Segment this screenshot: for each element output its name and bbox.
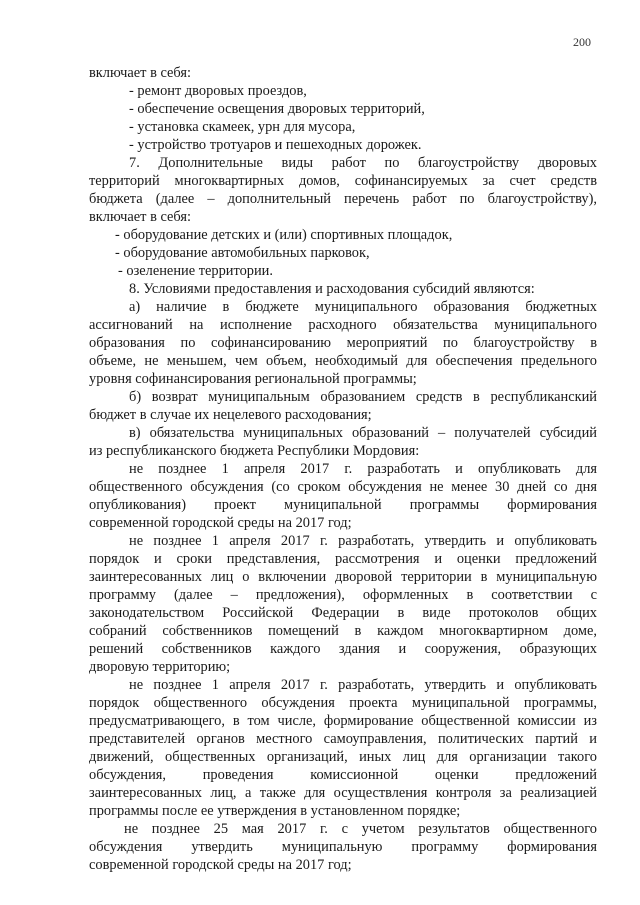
text-line: ассигнований на исполнение расходного обязательства муниципального [89, 317, 597, 333]
text-line: а) наличие в бюджете муниципального образования бюджетных [129, 299, 597, 315]
text-line: включает в себя: [89, 209, 191, 225]
text-line: общественного обсуждения (со сроком обсуждения не менее 30 дней со дня [89, 479, 597, 495]
text-line: обсуждения утвердить муниципальную программу формирования [89, 839, 597, 855]
text-line: программу (далее – предложения), оформленных в соответствии с [89, 587, 597, 603]
text-line: дворовую территорию; [89, 659, 231, 675]
text-line: - устройство тротуаров и пешеходных дорожек. [129, 137, 422, 153]
text-line: в) обязательства муниципальных образований – получателей субсидий [129, 425, 597, 441]
text-line: - оборудование автомобильных парковок, [115, 245, 370, 261]
text-line: не позднее 25 мая 2017 г. с учетом результатов общественного [124, 821, 597, 837]
text-line: обсуждения, проведения комиссионной оценки предложений [89, 767, 597, 783]
text-line: заинтересованных лиц, а также для осуществления контроля за реализацией [89, 785, 597, 801]
text-line: уровня софинансирования региональной программы; [89, 371, 417, 387]
text-line: территорий многоквартирных домов, софинансируемых за счет средств [89, 173, 597, 189]
text-line: современной городской среды на 2017 год; [89, 515, 352, 531]
text-line: законодательством Российской Федерации в виде протоколов общих [89, 605, 597, 621]
text-line: движений, общественных организаций, иных лиц для организации такого [89, 749, 597, 765]
text-line: опубликования) проект муниципальной программы формирования [89, 497, 597, 513]
text-line: образования по софинансированию мероприятий по благоустройству в [89, 335, 597, 351]
text-line: программы после ее утверждения в установленном порядке; [89, 803, 461, 819]
text-line: - обеспечение освещения дворовых территорий, [129, 101, 425, 117]
text-line: - ремонт дворовых проездов, [129, 83, 307, 99]
text-line: представителей органов местного самоуправления, политических партий и [89, 731, 597, 747]
text-line: не позднее 1 апреля 2017 г. разработать и опубликовать для [129, 461, 597, 477]
text-line: объеме, не меньшем, чем объем, необходимый для обеспечения предельного [89, 353, 597, 369]
text-line: заинтересованных лиц о включении дворовой территории в муниципальную [89, 569, 597, 585]
text-line: современной городской среды на 2017 год; [89, 857, 352, 873]
text-line: решений собственников каждого здания и сооружения, образующих [89, 641, 597, 657]
text-line: - озеленение территории. [118, 263, 273, 279]
text-line: не позднее 1 апреля 2017 г. разработать, утвердить и опубликовать [129, 677, 597, 693]
text-line: б) возврат муниципальным образованием средств в республиканский [129, 389, 597, 405]
text-line: 7. Дополнительные виды работ по благоустройству дворовых [129, 155, 597, 171]
text-line: не позднее 1 апреля 2017 г. разработать, утвердить и опубликовать [129, 533, 597, 549]
text-line: порядок общественного обсуждения проекта муниципальной программы, [89, 695, 597, 711]
text-line: включает в себя: [89, 65, 191, 81]
text-line: собраний собственников помещений в каждом многоквартирном доме, [89, 623, 597, 639]
text-line: - установка скамеек, урн для мусора, [129, 119, 356, 135]
text-line: из республиканского бюджета Республики Мордовия: [89, 443, 420, 459]
text-line: бюджета (далее – дополнительный перечень работ по благоустройству), [89, 191, 597, 207]
text-line: бюджет в случае их нецелевого расходования; [89, 407, 372, 423]
text-line: порядок и сроки представления, рассмотрения и оценки предложений [89, 551, 597, 567]
page-number: 200 [573, 35, 591, 49]
text-line: - оборудование детских и (или) спортивных площадок, [115, 227, 453, 243]
document-body [89, 64, 597, 874]
text-line: предусматривающего, в том числе, формирование общественной комиссии из [89, 713, 597, 729]
text-line: 8. Условиями предоставления и расходования субсидий являются: [129, 281, 535, 297]
